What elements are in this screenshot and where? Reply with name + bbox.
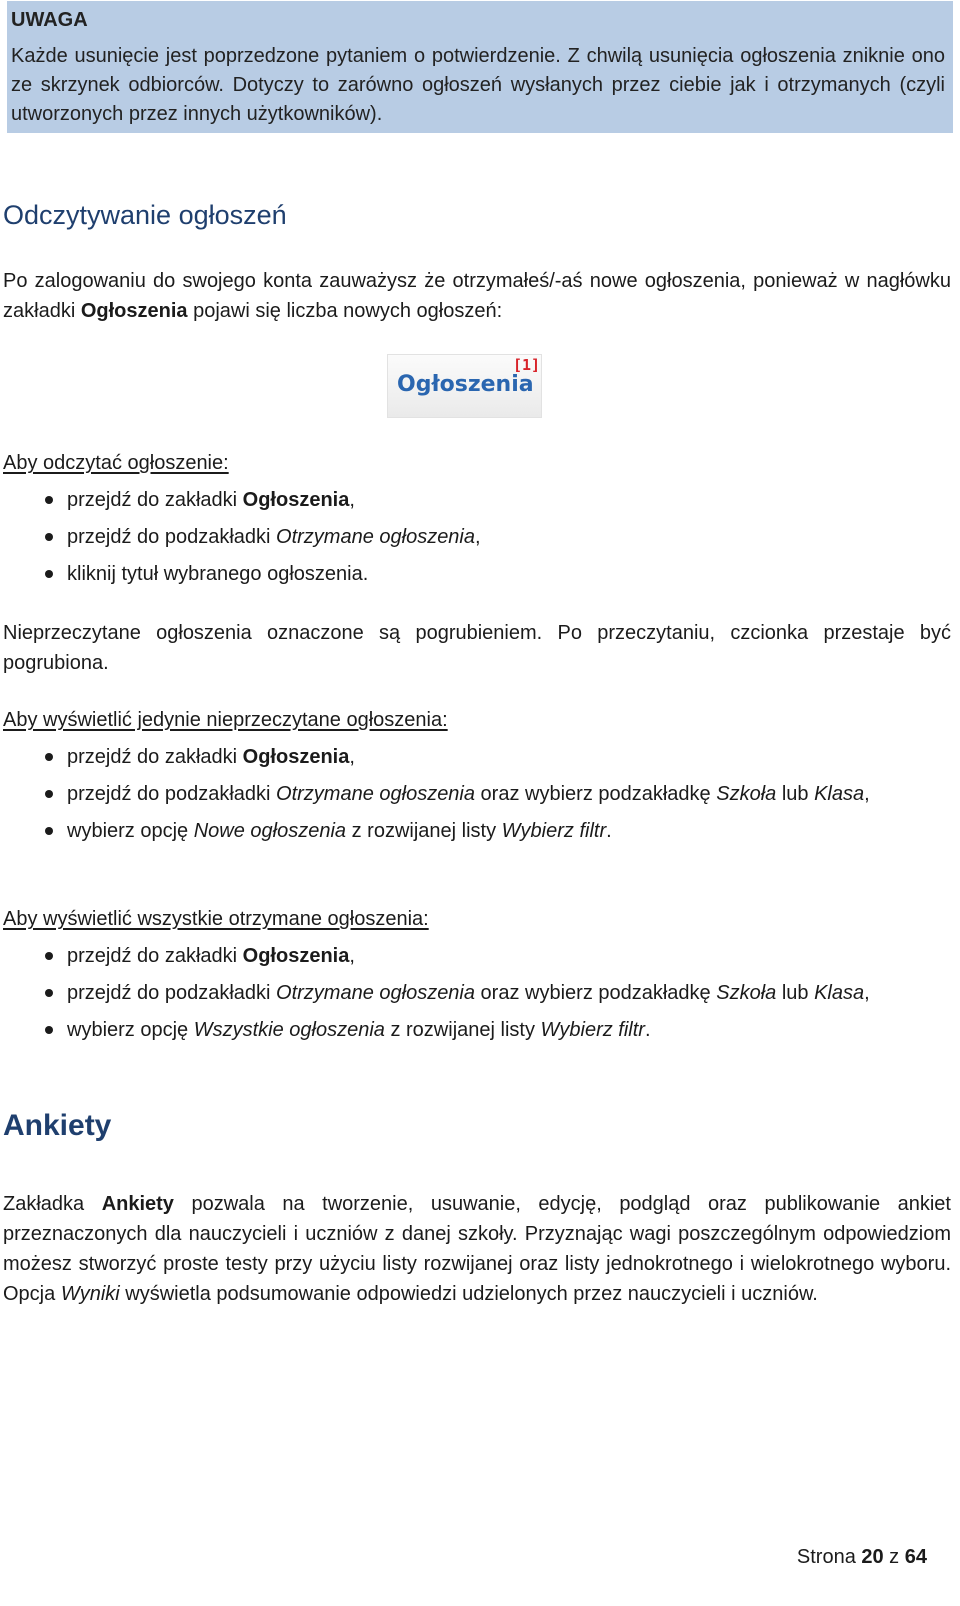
all-steps-list xyxy=(0,941,951,1052)
unread-note: Nieprzeczytane ogłoszenia oznaczone są pogrubieniem. Po przeczytaniu, czcionka przestaje być pogrubiona. xyxy=(3,622,951,674)
list-item: przejdź do podzakładki Otrzymane ogłoszenia oraz wybierz podzakładkę Szkoła lub Klasa, xyxy=(0,779,951,809)
warning-box xyxy=(7,1,953,133)
bullet-icon xyxy=(45,790,53,798)
list-item: wybierz opcję Wszystkie ogłoszenia z rozwijanej listy Wybierz filtr. xyxy=(0,1015,951,1045)
bullet-icon xyxy=(45,989,53,997)
bullet-icon xyxy=(45,753,53,761)
bullet-icon xyxy=(45,533,53,541)
page-number: Strona 20 z 64 xyxy=(796,1546,927,1568)
ogloszenia-tab-image xyxy=(387,354,542,418)
list-item: przejdź do zakładki Ogłoszenia, xyxy=(0,941,951,971)
list-item: przejdź do zakładki Ogłoszenia, xyxy=(0,485,951,515)
list-item: przejdź do podzakładki Otrzymane ogłoszenia oraz wybierz podzakładkę Szkoła lub Klasa, xyxy=(0,978,951,1008)
read-steps-list xyxy=(0,485,951,596)
bullet-icon xyxy=(45,952,53,960)
bullet-icon xyxy=(45,570,53,578)
list-item: przejdź do zakładki Ogłoszenia, xyxy=(0,742,951,772)
unread-steps-list xyxy=(0,742,951,853)
list-item: przejdź do podzakładki Otrzymane ogłoszenia, xyxy=(0,522,951,552)
new-count-badge: [1] xyxy=(513,356,541,374)
list-item: wybierz opcję Nowe ogłoszenia z rozwijanej listy Wybierz filtr. xyxy=(0,816,951,846)
warning-text: Każde usunięcie jest poprzedzone pytaniem o potwierdzenie. Z chwilą usunięcia ogłoszenia zniknie ono ze skrzynek odbiorców. Dotyczy to zarówno ogłoszeń wysłanych przez ciebie jak i otrzymanych (czyli utworzonych przez innych użytkowników). xyxy=(11,45,945,125)
ankiety-paragraph: Zakładka Ankiety pozwala na tworzenie, usuwanie, edycję, podgląd oraz publikowanie ankiet przeznaczonych dla nauczycieli i uczniów z danej szkoły. Przyznając wagi poszczególnym odpowiedziom możesz stworzyć proste testy przy użyciu listy rozwijanej oraz listy jednokrotnego i wielokrotnego wyboru. Opcja Wyniki wyświetla podsumowanie odpowiedzi udzielonych przez nauczycieli i uczniów. xyxy=(3,1193,951,1305)
all-steps-title: Aby wyświetlić wszystkie otrzymane ogłoszenia: xyxy=(3,908,429,930)
tab-image-label: Ogłoszenia xyxy=(397,372,534,397)
section-heading-read: Odczytywanie ogłoszeń xyxy=(3,200,287,230)
warning-title: UWAGA xyxy=(11,9,88,31)
bullet-icon xyxy=(45,496,53,504)
unread-steps-title: Aby wyświetlić jedynie nieprzeczytane ogłoszenia: xyxy=(3,709,448,731)
intro-paragraph: Po zalogowaniu do swojego konta zauważysz że otrzymałeś/-aś nowe ogłoszenia, ponieważ w nagłówku zakładki Ogłoszenia pojawi się liczba nowych ogłoszeń: xyxy=(3,270,951,322)
read-steps-title: Aby odczytać ogłoszenie: xyxy=(3,452,229,474)
bullet-icon xyxy=(45,1026,53,1034)
list-item: kliknij tytuł wybranego ogłoszenia. xyxy=(0,559,951,589)
bullet-icon xyxy=(45,827,53,835)
section-heading-ankiety: Ankiety xyxy=(3,1109,112,1142)
